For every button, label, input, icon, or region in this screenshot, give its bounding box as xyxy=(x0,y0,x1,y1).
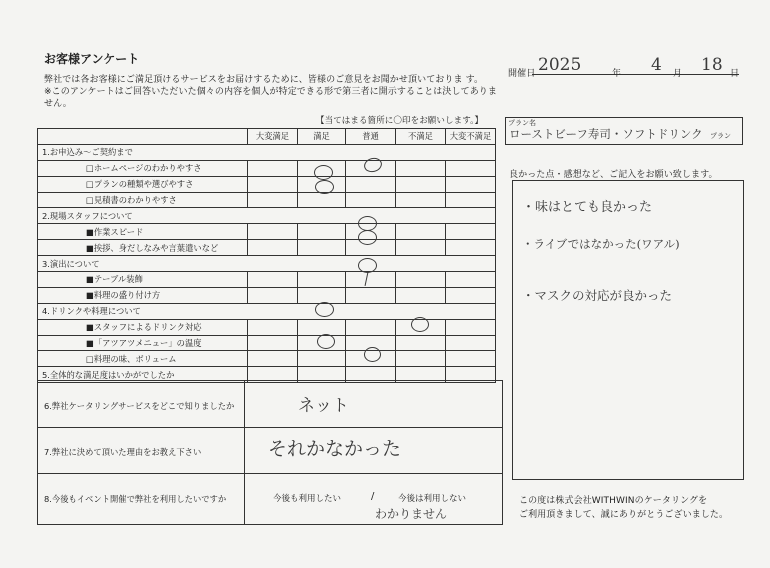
rating-cell[interactable] xyxy=(446,287,496,303)
rating-cell[interactable] xyxy=(446,319,496,335)
table-instruction: 【当てはまる箇所に〇印をお願いします。】 xyxy=(316,116,484,126)
month-unit: 月 xyxy=(673,69,683,79)
rating-cell[interactable] xyxy=(346,287,396,303)
rating-cell[interactable] xyxy=(346,192,396,208)
row-label: 3.演出について xyxy=(38,256,496,272)
row-label: 1.お申込み～ご契約まで xyxy=(38,144,496,160)
table-row xyxy=(38,287,496,303)
row-label: ■テーブル装飾 xyxy=(38,272,248,288)
rating-cell[interactable] xyxy=(446,351,496,367)
rating-cell[interactable] xyxy=(396,240,446,256)
question-8-label: 8.今後もイベント開催で弊社を利用したいですか xyxy=(44,494,227,504)
satisfaction-table xyxy=(37,128,496,383)
rating-cell[interactable] xyxy=(248,287,298,303)
plan-label-prefix: プラン名 xyxy=(508,119,536,127)
survey-title: お客様アンケート xyxy=(44,52,140,66)
row-label: 2.現場スタッフについて xyxy=(38,208,496,224)
hand-drawn-circle-mark xyxy=(358,230,377,245)
thanks-line-1: この度は株式会社WITHWINのケータリングを xyxy=(519,496,708,506)
questions-divider-h1 xyxy=(37,427,502,428)
rating-cell[interactable] xyxy=(298,240,346,256)
table-row xyxy=(38,224,496,240)
rating-cell[interactable] xyxy=(248,224,298,240)
rating-cell[interactable] xyxy=(446,160,496,176)
rating-cell[interactable] xyxy=(248,192,298,208)
thanks-line-2: ご利用頂きまして、誠にありがとうございました。 xyxy=(519,510,729,520)
rating-cell[interactable] xyxy=(298,224,346,240)
feedback-box xyxy=(512,180,744,480)
row-label: □見積書のわかりやすさ xyxy=(38,192,248,208)
table-row xyxy=(38,272,496,288)
rating-cell[interactable] xyxy=(446,224,496,240)
question-6-answer: ネット xyxy=(298,396,349,416)
rating-cell[interactable] xyxy=(396,192,446,208)
intro-line-1: 弊社では各お客様にご満足頂けるサービスをお届けするために、皆様のご意見をお聞かせ頂いておりま す。 xyxy=(44,75,484,85)
rating-cell[interactable] xyxy=(396,287,446,303)
column-very-unsatisfied: 大変不満足 xyxy=(446,129,496,145)
rating-cell[interactable] xyxy=(396,272,446,288)
intro-line-2: ※このアンケートはご回答いただいた個々の内容を個人が特定できる形で第三者に開示することは決してありま xyxy=(44,87,498,97)
question-7-answer: それかなかった xyxy=(268,438,402,460)
rating-cell[interactable] xyxy=(396,160,446,176)
table-row xyxy=(38,160,496,176)
day-value: 18 xyxy=(701,55,723,75)
rating-cell[interactable] xyxy=(298,192,346,208)
rating-cell[interactable] xyxy=(248,160,298,176)
rating-cell[interactable] xyxy=(446,272,496,288)
rating-cell[interactable] xyxy=(248,319,298,335)
rating-cell[interactable] xyxy=(446,335,496,351)
hand-drawn-circle-mark xyxy=(315,302,334,317)
row-label: □プランの種類や選びやすさ xyxy=(38,176,248,192)
question-8-option-no[interactable]: 今後は利用しない xyxy=(398,494,467,504)
rating-cell[interactable] xyxy=(248,335,298,351)
rating-cell[interactable] xyxy=(396,351,446,367)
rating-cell[interactable] xyxy=(396,224,446,240)
date-label: 開催日 xyxy=(508,69,536,79)
row-label: ■挨拶、身だしなみや言葉遣いなど xyxy=(38,240,248,256)
questions-divider-v xyxy=(244,380,245,524)
rating-cell[interactable] xyxy=(346,176,396,192)
column-unsatisfied: 不満足 xyxy=(396,129,446,145)
rating-cell[interactable] xyxy=(248,176,298,192)
table-row xyxy=(38,240,496,256)
row-label: □料理の味、ボリューム xyxy=(38,351,248,367)
hand-drawn-circle-mark xyxy=(314,165,333,180)
questions-divider-h2 xyxy=(37,473,502,474)
row-label: □ホームページのわかりやすさ xyxy=(38,160,248,176)
table-row xyxy=(38,303,496,319)
question-8-option-yes[interactable]: 今後も利用したい xyxy=(273,494,342,504)
rating-cell[interactable] xyxy=(346,319,396,335)
rating-cell[interactable] xyxy=(298,287,346,303)
rating-cell[interactable] xyxy=(446,240,496,256)
row-label: 4.ドリンクや料理について xyxy=(38,303,496,319)
feedback-line-2: ・ライブではなかった(ワアル) xyxy=(522,237,680,251)
table-row xyxy=(38,256,496,272)
rating-cell[interactable] xyxy=(396,335,446,351)
question-7-label: 7.弊社に決めて頂いた理由をお教え下さい xyxy=(44,447,202,457)
table-row xyxy=(38,176,496,192)
rating-cell[interactable] xyxy=(346,272,396,288)
question-8-separator: / xyxy=(371,491,375,502)
year-value: 2025 xyxy=(538,55,582,75)
row-label: ■作業スピード xyxy=(38,224,248,240)
plan-name-value: ローストビーフ寿司・ソフトドリンク xyxy=(509,127,703,141)
date-underline xyxy=(532,74,739,75)
question-6-label: 6.弊社ケータリングサービスをどこで知りましたか xyxy=(44,401,235,411)
year-unit: 年 xyxy=(612,69,622,79)
table-header-row xyxy=(38,129,496,145)
rating-cell[interactable] xyxy=(446,176,496,192)
column-very-satisfied: 大変満足 xyxy=(248,129,298,145)
intro-line-3: せん。 xyxy=(44,99,72,109)
table-row xyxy=(38,192,496,208)
rating-cell[interactable] xyxy=(248,240,298,256)
day-unit: 日 xyxy=(730,69,740,79)
rating-cell[interactable] xyxy=(298,319,346,335)
row-label: ■スタッフによるドリンク対応 xyxy=(38,319,248,335)
rating-cell[interactable] xyxy=(396,176,446,192)
rating-cell[interactable] xyxy=(298,272,346,288)
hand-drawn-circle-mark xyxy=(315,180,334,194)
rating-cell[interactable] xyxy=(298,351,346,367)
rating-cell[interactable] xyxy=(248,272,298,288)
hand-drawn-circle-mark xyxy=(317,334,335,349)
row-label: ■「アツアツメニュー」の温度 xyxy=(38,335,248,351)
row-label: 5.全体的な満足度はいかがでしたか xyxy=(38,367,248,383)
rating-cell[interactable] xyxy=(248,351,298,367)
table-row xyxy=(38,335,496,351)
plan-label-suffix: プラン xyxy=(710,132,731,140)
table-row xyxy=(38,351,496,367)
column-normal: 普通 xyxy=(346,129,396,145)
feedback-line-3: ・マスクの対応が良かった xyxy=(522,288,673,303)
feedback-prompt: 良かった点・感想など、ご記入をお願い致します。 xyxy=(509,170,718,180)
question-8-answer: わかりません xyxy=(375,507,448,521)
hand-drawn-circle-mark xyxy=(364,347,381,362)
header-blank xyxy=(38,129,248,145)
month-value: 4 xyxy=(651,55,662,75)
column-satisfied: 満足 xyxy=(298,129,346,145)
hand-drawn-circle-mark xyxy=(411,317,429,332)
table-row xyxy=(38,208,496,224)
table-row xyxy=(38,144,496,160)
hand-drawn-circle-mark xyxy=(358,216,377,231)
hand-drawn-circle-mark xyxy=(358,258,377,273)
rating-cell[interactable] xyxy=(446,192,496,208)
feedback-line-1: ・味はとても良かった xyxy=(522,200,653,215)
row-label: ■料理の盛り付け方 xyxy=(38,287,248,303)
